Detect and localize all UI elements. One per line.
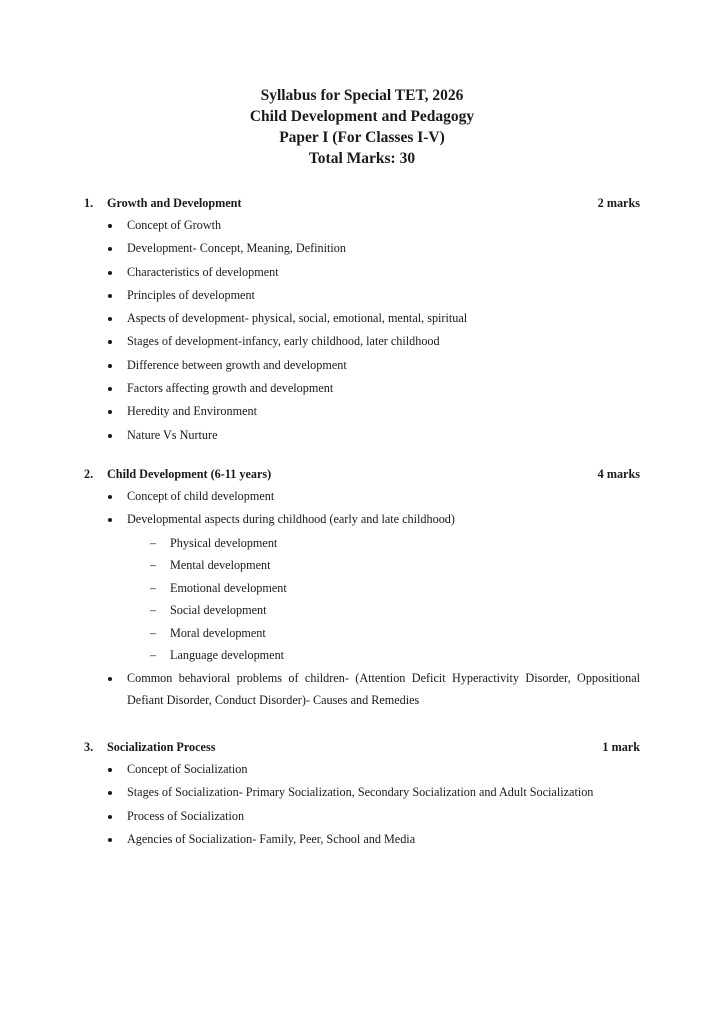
bullet-icon [108, 677, 112, 681]
list-item: Concept of child development [84, 485, 640, 508]
dash-icon: – [150, 648, 157, 663]
dash-icon: – [150, 625, 157, 640]
title-total-marks: Total Marks: 30 [308, 150, 416, 167]
bullet-icon [108, 294, 112, 298]
list-item: Principles of development [84, 284, 640, 307]
sub-list-item: – Physical development [84, 532, 640, 555]
dash-icon: – [150, 535, 157, 550]
sub-topic-list [127, 532, 640, 667]
sub-list-item: – Mental development [84, 554, 640, 577]
bullet-icon [108, 434, 112, 438]
list-item: Process of Socialization [84, 805, 640, 828]
list-item: Heredity and Environment [84, 400, 640, 423]
bullet-icon [108, 317, 112, 321]
list-item: Characteristics of development [84, 261, 640, 284]
section-marks: 1 mark [602, 740, 640, 754]
section-heading [84, 738, 640, 756]
section-heading [84, 465, 640, 483]
title-subject: Child Development and Pedagogy [249, 108, 475, 125]
section-socialization-process [84, 738, 640, 851]
section-number: 2. [84, 467, 94, 481]
section-marks: 4 marks [597, 467, 640, 481]
list-item: Aspects of development- physical, social, emotional, mental, spiritual [84, 307, 640, 330]
bullet-icon [108, 387, 112, 391]
section-heading [84, 194, 640, 212]
bullet-icon [108, 247, 112, 251]
list-item: Difference between growth and development [84, 354, 640, 377]
bullet-icon [108, 518, 112, 522]
sub-list-item: – Emotional development [84, 577, 640, 600]
document-title-block [0, 85, 724, 169]
list-item: Nature Vs Nurture [84, 424, 640, 447]
section-title: Socialization Process [107, 740, 216, 754]
dash-icon: – [150, 580, 157, 595]
dash-icon: – [150, 603, 157, 618]
list-item: Stages of Socialization- Primary Socialization, Secondary Socialization and Adult Socialization [84, 781, 640, 804]
sub-list-item: – Social development [84, 599, 640, 622]
title-syllabus: Syllabus for Special TET, 2026 [260, 87, 464, 104]
sub-list-item: – Moral development [84, 622, 640, 645]
topic-list [84, 758, 640, 851]
bullet-icon [108, 364, 112, 368]
bullet-icon [108, 410, 112, 414]
list-item: Factors affecting growth and development [84, 377, 640, 400]
section-title: Child Development (6-11 years) [107, 467, 272, 481]
list-item: Agencies of Socialization- Family, Peer, School and Media [84, 828, 640, 851]
list-item: Concept of Growth [84, 214, 640, 237]
section-number: 1. [84, 196, 94, 210]
list-item: Developmental aspects during childhood (early and late childhood) – Physical development – Mental development – Emotional development – Social development – Moral development – Language development [84, 508, 640, 666]
section-title: Growth and Development [107, 196, 242, 210]
list-item: Common behavioral problems of children- (Attention Deficit Hyperactivity Disorder, Oppositional Defiant Disorder, Conduct Disorder)- Causes and Remedies [84, 667, 640, 712]
title-paper: Paper I (For Classes I-V) [279, 129, 445, 146]
section-marks: 2 marks [597, 196, 640, 210]
section-child-development [84, 465, 640, 712]
topic-list [84, 214, 640, 447]
bullet-icon [108, 224, 112, 228]
section-number: 3. [84, 740, 94, 754]
sub-list-item: – Language development [84, 644, 640, 667]
section-growth-and-development [84, 194, 640, 447]
list-item: Development- Concept, Meaning, Definition [84, 237, 640, 260]
bullet-icon [108, 495, 112, 499]
bullet-icon [108, 838, 112, 842]
bullet-icon [108, 271, 112, 275]
dash-icon: – [150, 558, 157, 573]
bullet-icon [108, 815, 112, 819]
bullet-icon [108, 768, 112, 772]
topic-list [84, 485, 640, 712]
bullet-icon [108, 340, 112, 344]
list-item: Concept of Socialization [84, 758, 640, 781]
list-item: Stages of development-infancy, early childhood, later childhood [84, 330, 640, 353]
bullet-icon [108, 791, 112, 795]
